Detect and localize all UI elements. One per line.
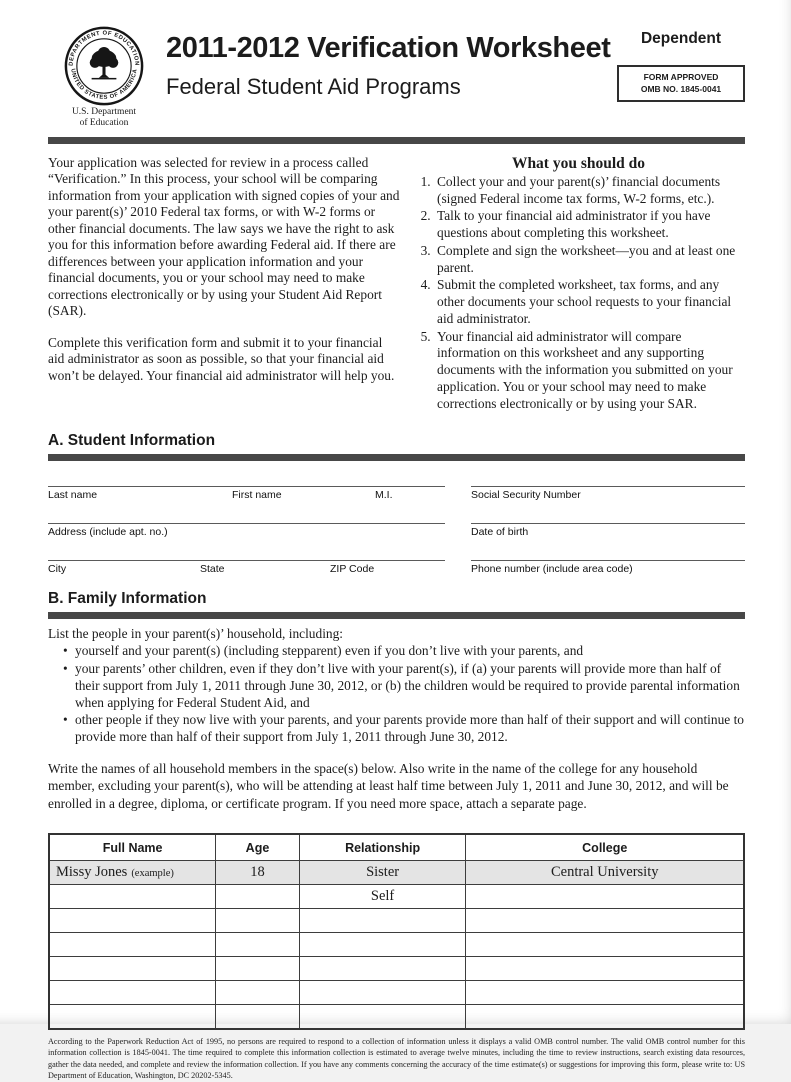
seal-caption: U.S. Department of Education [71,107,137,128]
full-name-cell[interactable] [49,933,216,957]
age-column-header: Age [216,834,299,861]
intro-left-column [48,155,400,414]
page-title: 2011-2012 Verification Worksheet [166,32,611,64]
intro-section [48,155,745,414]
intro-right-column [400,155,745,414]
age-cell[interactable] [216,957,299,981]
household-criteria-list [48,642,745,745]
phone-write-line[interactable] [471,560,745,576]
seal-bottom-text: UNITED STATES OF AMERICA [69,68,139,101]
bullet-marker: • [63,711,68,727]
header-divider-bar [48,137,745,144]
department-of-education-seal-icon [64,26,144,106]
city-state-zip-write-line[interactable] [48,560,445,576]
table-row [49,933,744,957]
section-b-heading: B. Family Information [48,590,207,608]
bullet-item: • other people if they now live with your parents, and your parents provide more than half of their support and will continue to provide more than half of their support from July 1, 2011 through June 30, 2012. [63,711,744,745]
table-row [49,1005,744,1029]
form-approved-box [617,65,745,102]
full-name-cell: Missy Jones (example) [49,861,216,885]
college-column-header: College [466,834,744,861]
verification-paragraph: Your application was selected for review in a process called “Verification.” In this process, your school will be comparing information from your application with signed copies of your and your parent(s)’ 2010 Federal tax forms, or with W-2 forms or other financial documents. The law says we have the right to ask you for this information before awarding Federal aid. If there are differences between your application information and your financial documents, you or your school may need to make corrections electronically or by using your Student Aid Report (SAR). [48,154,400,319]
bullet-marker: • [63,643,68,659]
title-block [160,24,617,100]
seal-block [48,24,160,129]
table-header-row [49,834,744,861]
table-row [49,981,744,1005]
what-you-should-do-heading: What you should do [511,154,646,172]
relationship-column-header: Relationship [299,834,466,861]
table-row [49,909,744,933]
household-members-table [48,833,745,1030]
college-cell: Central University [466,861,744,885]
omb-number: OMB NO. 1845-0041 [640,84,722,95]
write-names-paragraph: Write the names of all household members in the space(s) below. Also write in the name of the college for any household member, excluding your parent(s), who will be attending at least half time between July 1, 2011 and June 30, 2012, and will be enrolled in a degree, diploma, or certificate program. If you need more space, attach a separate page. [48,761,729,811]
ssn-write-line[interactable] [471,486,745,502]
step-item: 5. Your financial aid administrator will compare information on this worksheet and any supporting documents with the information you submitted on your application. You or your school may need to make corrections electronically or by using your SAR. [434,329,745,413]
bullet-item: • your parents’ other children, even if they don’t live with your parent(s), if (a) your parents will provide more than half of their support from July 1, 2011 through June 30, 2012, or (b) the children would be required to provide parental information when applying for Federal Student Aid, and [63,660,740,710]
header-right-block [617,24,745,102]
full-name-cell[interactable] [49,957,216,981]
dependency-status-badge: Dependent [640,30,722,47]
paperwork-reduction-notice: According to the Paperwork Reduction Act of 1995, no persons are required to respond to a collection of information unless it displays a valid OMB control number. The valid OMB control number for this information collection is 1845-0041. The time required to complete this information collection is estimated to average twelve minutes, including the time to review instructions, search existing data resources, gather the data needed, and complete and review the information collection. If you have any comments concerning the accuracy of the time estimate(s) or suggestions for improving this form, please write to: US Department of Education, Washington, DC 20202-5345. [48,1036,745,1081]
step-item: 1. Collect your and your parent(s)’ financial documents (signed Federal income tax forms, W-2 forms, etc.). [434,174,745,208]
bullet-marker: • [63,660,68,676]
student-info-fields [48,486,745,576]
college-cell[interactable] [466,981,744,1005]
full-name-cell[interactable] [49,1005,216,1029]
age-cell[interactable] [216,933,299,957]
middle-initial-label: M.I. [375,489,393,502]
date-of-birth-label: Date of birth [471,526,529,539]
college-cell[interactable] [466,1005,744,1029]
section-student-information [48,432,745,576]
bullet-item: • yourself and your parent(s) (including stepparent) even if you don’t live with your parents, and [63,643,584,659]
student-info-left-column [48,486,445,576]
relationship-cell[interactable] [299,933,466,957]
what-you-should-do-list [416,174,745,413]
step-item: 3. Complete and sign the worksheet—you and at least one parent. [434,243,745,277]
table-row [49,957,744,981]
table-row [49,885,744,909]
city-label: City [48,563,67,576]
table-row-example [49,861,744,885]
relationship-cell[interactable] [299,981,466,1005]
section-b-divider-bar [48,612,745,619]
header [48,24,745,129]
address-write-line[interactable] [48,523,445,539]
ssn-label: Social Security Number [471,489,581,502]
college-cell[interactable] [466,957,744,981]
relationship-cell[interactable] [299,1005,466,1029]
relationship-cell: Self [299,885,466,909]
date-of-birth-write-line[interactable] [471,523,745,539]
example-note: (example) [131,868,174,880]
seal-top-text: DEPARTMENT OF EDUCATION [68,30,140,67]
age-cell: 18 [216,861,299,885]
relationship-cell: Sister [299,861,466,885]
address-label: Address (include apt. no.) [48,526,168,539]
student-info-right-column [471,486,745,576]
age-cell[interactable] [216,981,299,1005]
section-a-heading: A. Student Information [48,432,216,450]
age-cell[interactable] [216,1005,299,1029]
zip-code-label: ZIP Code [330,563,375,576]
age-cell[interactable] [216,885,299,909]
household-list-intro: List the people in your parent(s)’ household, including: [48,626,344,642]
name-write-line[interactable] [48,486,445,502]
full-name-cell[interactable] [49,885,216,909]
college-cell[interactable] [466,909,744,933]
age-cell[interactable] [216,909,299,933]
full-name-cell[interactable] [49,981,216,1005]
completion-paragraph: Complete this verification form and submit it to your financial aid administrator as soon as possible, so that your financial aid won’t be delayed. Your financial aid administrator will help you. [48,334,395,383]
full-name-column-header: Full Name [49,834,216,861]
first-name-label: First name [232,489,282,502]
relationship-cell[interactable] [299,909,466,933]
step-item: 4. Submit the completed worksheet, tax forms, and any other documents your school requests to your financial aid administrator. [434,277,745,327]
state-label: State [200,563,225,576]
section-family-information [48,590,745,1029]
college-cell[interactable] [466,885,744,909]
full-name-cell[interactable] [49,909,216,933]
phone-label: Phone number (include area code) [471,563,633,576]
section-a-divider-bar [48,454,745,461]
last-name-label: Last name [48,489,98,502]
step-item: 2. Talk to your financial aid administrator if you have questions about completing this worksheet. [434,208,745,242]
page-subtitle: Federal Student Aid Programs [166,74,461,99]
college-cell[interactable] [466,933,744,957]
form-approved-line: FORM APPROVED [643,72,719,82]
relationship-cell[interactable] [299,957,466,981]
